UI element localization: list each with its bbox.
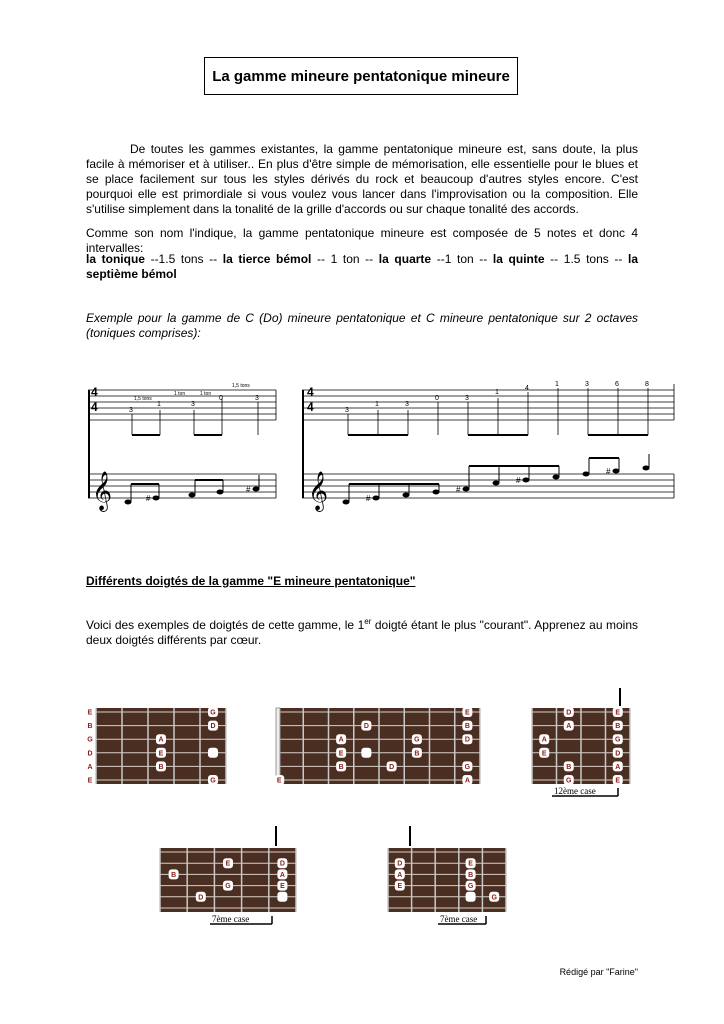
fret-note-dot [208,707,218,717]
svg-text:#: # [246,485,251,494]
tab-num: 3 [255,395,259,402]
svg-text:G: G [491,894,497,902]
fret-note-dot [613,775,623,785]
svg-text:D: D [566,709,572,717]
svg-text:6: 6 [615,381,619,388]
fret-note-dot [336,734,346,744]
fret-note-dot [277,892,287,902]
svg-text:A: A [338,736,344,744]
svg-text:E: E [338,750,344,758]
svg-text:G: G [467,883,474,891]
svg-text:E: E [225,860,231,868]
interval-paragraph: Comme son nom l'indique, la gamme pentatonique mineure est composée de 5 notes et donc 4 intervalles: [86,226,638,255]
svg-text:3: 3 [465,395,469,402]
svg-text:B: B [158,763,164,771]
svg-text:1: 1 [555,381,559,388]
formula-part: la quarte [378,252,432,266]
svg-text:#: # [606,467,611,476]
formula-part: --1 ton -- [431,252,493,266]
fret-note-dot [336,761,346,771]
svg-text:B: B [464,723,470,731]
tab-notation-1 [88,380,278,510]
fret-note-dot [277,881,287,891]
svg-text:D: D [198,894,204,902]
time-sig-bottom: 4 [91,400,98,414]
svg-text:D: D [363,723,369,731]
svg-text:𝄞: 𝄞 [308,471,329,511]
svg-text:A: A [397,871,403,879]
svg-text:B: B [87,723,93,731]
fret-note-dot [466,858,476,868]
svg-text:4: 4 [307,385,314,399]
fret-note-dot [613,761,623,771]
svg-text:E: E [280,883,285,891]
fret-note-dot [564,775,574,785]
svg-text:A: A [615,763,621,771]
fret-note-dot [462,734,472,744]
svg-text:D: D [279,860,285,868]
fret-note-dot [412,748,422,758]
fret-note-dot [564,707,574,717]
svg-text:D: D [464,736,470,744]
fret-case-label: 7ème case [440,914,478,924]
fret-note-dot [539,734,549,744]
svg-text:G: G [210,709,216,717]
fret-note-dot [277,858,287,868]
fingering-intro: Voici des exemples de doigtés de cette gamme, le 1er doigté étant le plus "courant". Apprenez au moins deux doigtés différents par cœur. [86,617,638,647]
fret-note-dot [156,748,166,758]
treble-clef: 𝄞 [92,471,113,511]
svg-text:1,5 tons: 1,5 tons [134,396,152,402]
svg-text:E: E [615,777,621,785]
svg-text:#: # [456,485,461,494]
fret-note-dot [613,721,623,731]
fret-note-dot [395,858,405,868]
svg-text:D: D [397,860,403,868]
fret-note-dot [223,858,233,868]
fret-note-dot [336,748,346,758]
fret-case-label: 7ème case [212,914,250,924]
svg-text:G: G [566,777,572,785]
fret-note-dot [462,707,472,717]
page-title: La gamme mineure pentatonique mineure [204,57,518,95]
fret-note-dot [208,748,218,758]
svg-text:A: A [541,736,547,744]
fret-note-dot [462,721,472,731]
fret-note-dot [613,707,623,717]
fret-note-dot [466,869,476,879]
fret-note-dot [361,748,371,758]
svg-text:3: 3 [345,407,349,414]
svg-text:1: 1 [495,389,499,396]
fret-note-dot [196,892,206,902]
svg-text:A: A [158,736,164,744]
svg-text:4: 4 [307,400,314,414]
svg-text:E: E [87,709,93,717]
svg-text:A: A [566,723,572,731]
fret-note-dot [412,734,422,744]
svg-text:A: A [87,763,93,771]
svg-text:B: B [171,871,177,879]
fret-note-dot [208,721,218,731]
fretboard-diagram-5 [386,826,508,946]
tab-num: 1 [157,401,161,408]
svg-text:G: G [210,777,216,785]
svg-text:G: G [225,883,231,891]
svg-text:1 ton: 1 ton [200,391,212,397]
fret-note-dot [208,775,218,785]
svg-text:D: D [87,750,93,758]
fret-note-dot [361,721,371,731]
svg-text:#: # [516,476,521,485]
fret-note-dot [564,721,574,731]
fret-case-label: 12ème case [554,786,596,796]
example-caption: Exemple pour la gamme de C (Do) mineure pentatonique et C mineure pentatonique sur 2 octaves (toniques comprises): [86,311,638,340]
svg-text:B: B [468,871,474,879]
svg-text:3: 3 [405,401,409,408]
formula-part: la quinte [492,252,545,266]
svg-text:E: E [465,709,470,717]
svg-text:G: G [615,736,621,744]
footer-credit: Rédigé par "Farine" [559,967,638,977]
svg-text:0: 0 [435,395,439,402]
fret-note-dot [466,892,476,902]
svg-text:E: E [87,777,93,785]
fret-note-dot [564,761,574,771]
svg-text:G: G [414,736,420,744]
section-heading: Différents doigtés de la gamme "E mineure pentatonique" [86,574,416,588]
svg-text:B: B [566,763,572,771]
fret-note-dot [277,869,287,879]
formula-part: -- 1.5 tons -- [544,252,628,266]
fret-note-dot [462,761,472,771]
svg-text:B: B [414,750,420,758]
tab-num: 3 [129,407,133,414]
svg-text:D: D [210,723,216,731]
svg-text:B: B [615,723,621,731]
fretboard-diagram-4 [158,826,298,946]
svg-text:#: # [146,494,151,503]
svg-text:4: 4 [525,385,529,392]
formula-part: la tonique [86,252,145,266]
fret-note-dot [462,775,472,785]
interval-formula [86,252,638,282]
fret-note-dot [395,869,405,879]
formula-part: la tierce bémol [222,252,312,266]
fretboard-diagram-3 [530,688,632,806]
formula-part: --1.5 tons -- [144,252,223,266]
fret-note-dot [223,881,233,891]
fret-note-dot [156,734,166,744]
tab-num: 3 [191,401,195,408]
formula-part: la septième bémol [86,252,638,281]
svg-text:3: 3 [585,381,589,388]
fret-note-dot [539,748,549,758]
svg-text:G: G [464,763,471,771]
svg-text:1,5 tons: 1,5 tons [232,383,250,389]
svg-text:B: B [338,763,344,771]
svg-text:D: D [615,750,621,758]
svg-text:G: G [87,736,93,744]
svg-text:A: A [464,777,470,785]
svg-text:E: E [158,750,164,758]
fret-note-dot [169,869,179,879]
fret-note-dot [387,761,397,771]
fretboard-diagram-2 [274,706,482,786]
svg-text:E: E [468,860,473,868]
svg-text:#: # [366,494,371,503]
svg-text:D: D [389,763,395,771]
fret-note-dot [395,881,405,891]
fret-note-dot [466,881,476,891]
svg-text:A: A [279,871,285,879]
svg-text:E: E [276,777,282,785]
fret-note-dot [613,734,623,744]
tab-num: 0 [219,395,223,402]
svg-text:1: 1 [375,401,379,408]
fret-note-dot [613,748,623,758]
time-sig-top: 4 [91,385,98,399]
fret-note-dot [156,761,166,771]
fret-note-dot [274,775,284,785]
fret-note-dot [489,892,499,902]
svg-text:1 ton: 1 ton [174,391,186,397]
svg-text:E: E [615,709,621,717]
svg-text:8: 8 [645,381,649,388]
fretboard-diagram-1 [88,706,228,786]
formula-part: -- 1 ton -- [311,252,379,266]
intro-paragraph: De toutes les gammes existantes, la gamme pentatonique mineure est, sans doute, la plus facile à mémoriser et à utiliser.. En plus d'être simple de mémorisation, elle essentielle pour le blues et se place facilement sur tous les styles dérivés du rock et beaucoup d'autres styles encore. C'est pourquoi elle est primordiale si vous voulez vous lancer dans l'improvisation ou la composition. Elle s'utilise simplement dans la tonalité de la grille d'accords ou sur chaque tonalité des accords. [86,142,638,216]
svg-text:E: E [397,883,403,891]
svg-text:E: E [541,750,547,758]
tab-notation-2 [302,380,676,510]
